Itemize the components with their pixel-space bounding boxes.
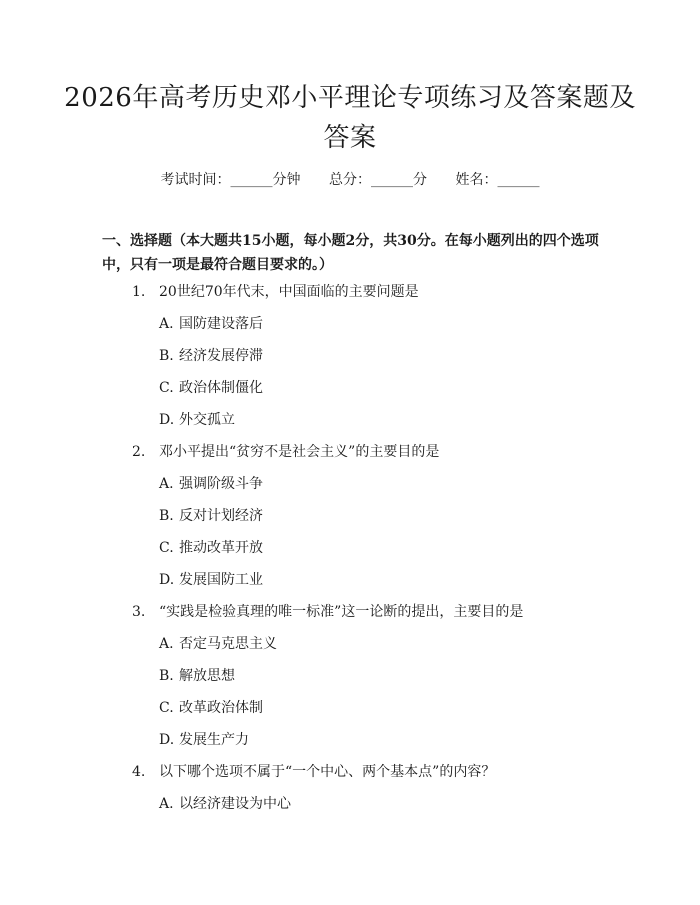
option-3a [159, 634, 277, 654]
option-text: 政治体制僵化 [179, 380, 263, 396]
option-4a [159, 794, 291, 814]
option-1c [159, 378, 263, 398]
option-2b [159, 506, 263, 526]
option-2a [159, 474, 263, 494]
question-4 [132, 762, 495, 782]
question-3 [132, 602, 523, 622]
option-letter: B. [159, 668, 174, 684]
option-text: 否定马克思主义 [179, 636, 277, 652]
question-2 [132, 442, 439, 462]
option-letter: C. [159, 700, 174, 716]
option-text: 发展国防工业 [179, 572, 263, 588]
question-text: 以下哪个选项不属于“一个中心、两个基本点”的内容？ [159, 764, 496, 780]
option-letter: B. [159, 348, 174, 364]
question-text: “实践是检验真理的唯一标准”这一论断的提出，主要目的是 [159, 604, 524, 620]
option-letter: B. [159, 508, 174, 524]
option-3b [159, 666, 235, 686]
option-letter: A. [159, 796, 174, 812]
option-1b [159, 346, 263, 366]
question-text: 邓小平提出“贫穷不是社会主义”的主要目的是 [159, 444, 440, 460]
option-letter: C. [159, 540, 174, 556]
question-number: 3. [132, 604, 146, 620]
option-1d [159, 410, 235, 430]
option-text: 反对计划经济 [179, 508, 263, 524]
option-letter: C. [159, 380, 174, 396]
option-2d [159, 570, 263, 590]
section-header: 一、选择题（本大题共15小题，每小题2分，共30分。在每小题列出的四个选项中，只有一项是最符合题目要求的。） [102, 233, 599, 273]
option-text: 改革政治体制 [179, 700, 263, 716]
student-name-field: 姓名：______ [455, 172, 540, 188]
option-text: 发展生产力 [179, 732, 249, 748]
question-number: 2. [132, 444, 146, 460]
option-letter: D. [159, 412, 175, 428]
document-title: 2026年高考历史邓小平理论专项练习及答案题及答案 [64, 83, 636, 153]
question-text: 20世纪70年代末，中国面临的主要问题是 [159, 284, 419, 300]
option-letter: A. [159, 636, 174, 652]
option-text: 推动改革开放 [179, 540, 263, 556]
option-text: 以经济建设为中心 [179, 796, 291, 812]
option-letter: A. [159, 316, 174, 332]
option-3d [159, 730, 249, 750]
option-2c [159, 538, 263, 558]
option-text: 国防建设落后 [179, 316, 263, 332]
exam-time-field: 考试时间：______分钟 [160, 172, 301, 188]
option-text: 强调阶级斗争 [179, 476, 263, 492]
option-1a [159, 314, 263, 334]
option-text: 解放思想 [179, 668, 235, 684]
option-text: 外交孤立 [179, 412, 235, 428]
question-number: 1. [132, 284, 146, 300]
option-letter: D. [159, 572, 175, 588]
option-3c [159, 698, 263, 718]
question-1 [132, 282, 419, 302]
exam-info-line [0, 170, 700, 190]
option-text: 经济发展停滞 [179, 348, 263, 364]
total-score-field: 总分：______分 [329, 172, 427, 188]
option-letter: D. [159, 732, 175, 748]
question-number: 4. [132, 764, 146, 780]
option-letter: A. [159, 476, 174, 492]
